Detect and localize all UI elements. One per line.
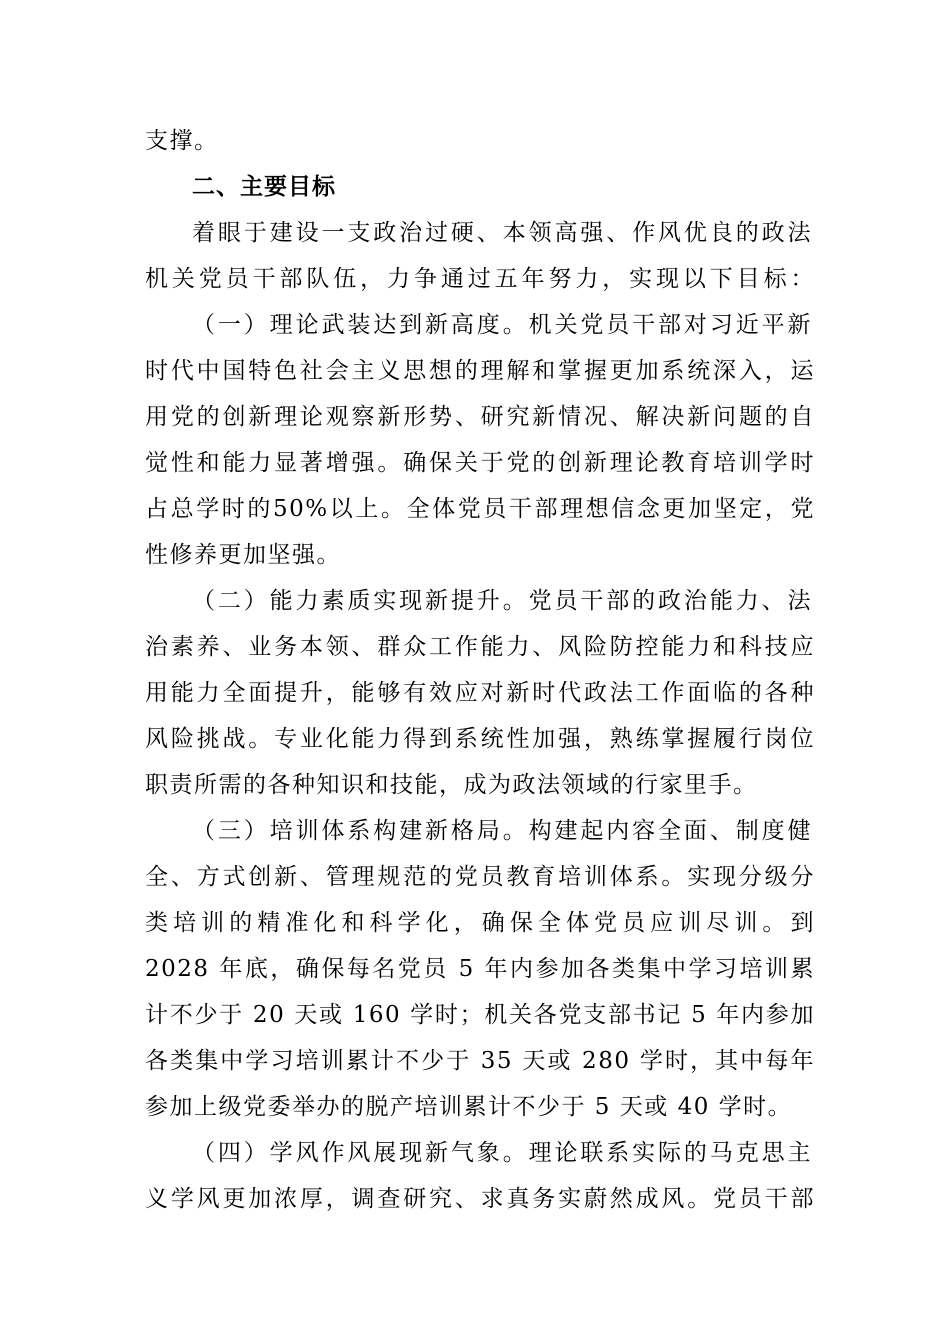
paragraph-line-9: 占总学时的50%以上。全体党员干部理想信念更加坚定，党: [145, 496, 815, 522]
section-heading: 二、主要目标: [192, 174, 336, 200]
paragraph-line-1: 支撑。: [145, 128, 219, 154]
paragraph-line-12: 治素养、业务本领、群众工作能力、风险防控能力和科技应: [145, 634, 815, 660]
paragraph-line-8: 觉性和能力显著增强。确保关于党的创新理论教育培训学时: [145, 450, 815, 476]
paragraph-line-5: （一）理论武装达到新高度。机关党员干部对习近平新: [192, 312, 812, 338]
paragraph-line-10: 性修养更加坚强。: [145, 542, 341, 568]
paragraph-line-3: 着眼于建设一支政治过硬、本领高强、作风优良的政法: [192, 220, 812, 246]
paragraph-line-24: 义学风更加浓厚，调查研究、求真务实蔚然成风。党员干部: [145, 1186, 815, 1212]
paragraph-line-21: 各类集中学习培训累计不少于 35 天或 280 学时，其中每年: [145, 1048, 815, 1074]
paragraph-line-19: 2028 年底，确保每名党员 5 年内参加各类集中学习培训累: [145, 956, 815, 982]
paragraph-line-18: 类培训的精准化和科学化，确保全体党员应训尽训。到: [145, 910, 815, 936]
paragraph-line-17: 全、方式创新、管理规范的党员教育培训体系。实现分级分: [145, 864, 815, 890]
paragraph-line-6: 时代中国特色社会主义思想的理解和掌握更加系统深入，运: [145, 358, 815, 384]
paragraph-line-15: 职责所需的各种知识和技能，成为政法领域的行家里手。: [145, 772, 758, 798]
paragraph-line-13: 用能力全面提升，能够有效应对新时代政法工作面临的各种: [145, 680, 815, 706]
paragraph-line-16: （三）培训体系构建新格局。构建起内容全面、制度健: [192, 818, 812, 844]
paragraph-line-7: 用党的创新理论观察新形势、研究新情况、解决新问题的自: [145, 404, 815, 430]
paragraph-line-14: 风险挑战。专业化能力得到系统性加强，熟练掌握履行岗位: [145, 726, 815, 752]
paragraph-line-23: （四）学风作风展现新气象。理论联系实际的马克思主: [192, 1140, 812, 1166]
paragraph-line-20: 计不少于 20 天或 160 学时；机关各党支部书记 5 年内参加: [145, 1002, 815, 1028]
paragraph-line-4: 机关党员干部队伍，力争通过五年努力，实现以下目标：: [145, 266, 815, 292]
paragraph-line-11: （二）能力素质实现新提升。党员干部的政治能力、法: [192, 588, 812, 614]
paragraph-line-22: 参加上级党委举办的脱产培训累计不少于 5 天或 40 学时。: [145, 1094, 793, 1120]
